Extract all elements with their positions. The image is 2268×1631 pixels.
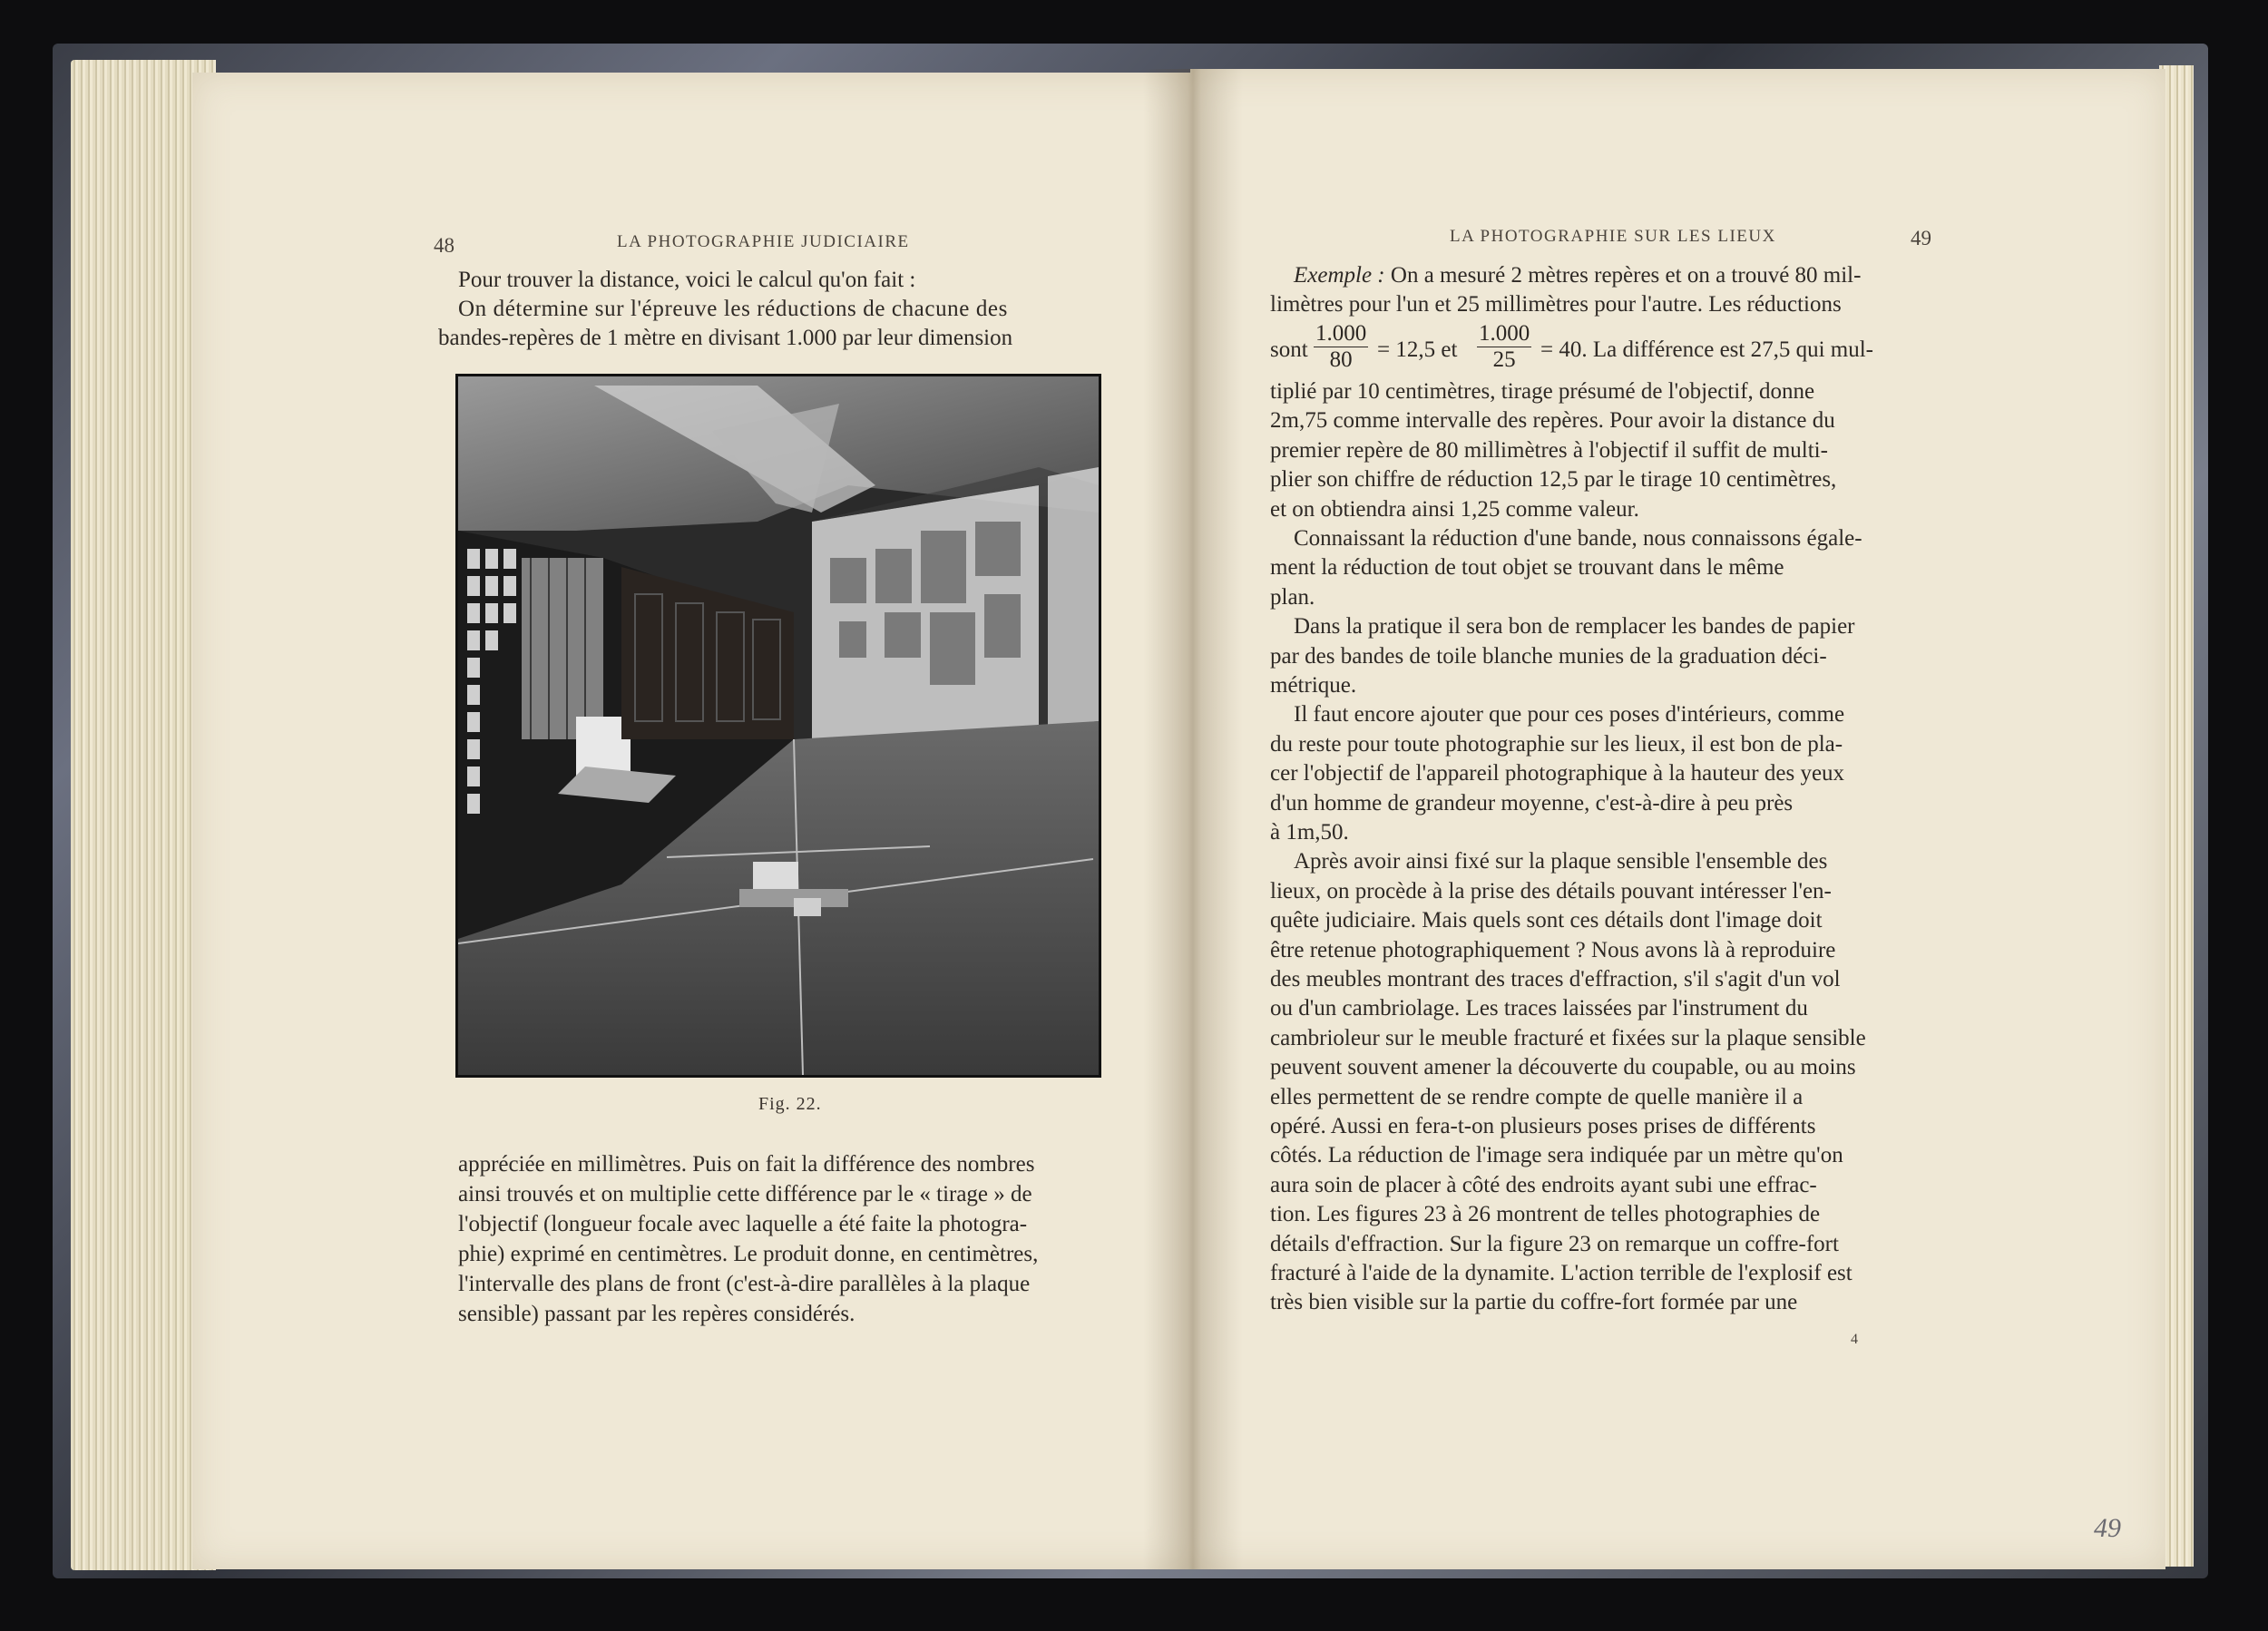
pencil-page-note: 49	[2094, 1513, 2121, 1543]
fraction-1000-80	[1314, 321, 1368, 373]
text-line: par des bandes de toile blanche munies de la graduation déci-	[1270, 643, 1827, 669]
text-line: Après avoir ainsi fixé sur la plaque sensible l'ensemble des	[1294, 849, 1828, 874]
fraction-denominator: 25	[1492, 347, 1516, 372]
text-line: être retenue photographiquement ? Nous avons là à reproduire	[1270, 937, 1836, 962]
text-line: métrique.	[1270, 673, 1357, 698]
text-line-example	[1294, 263, 1861, 288]
fraction-1000-25	[1477, 321, 1531, 373]
left-running-head: LA PHOTOGRAPHIE JUDICIAIRE	[617, 232, 910, 251]
text-line: lieux, on procède à la prise des détails pouvant intéresser l'en-	[1270, 878, 1832, 903]
text-line: phie) exprimé en centimètres. Le produit donne, en centimètres,	[458, 1242, 1039, 1266]
text-line: tion. Les figures 23 à 26 montrent de telles photographies de	[1270, 1202, 1821, 1227]
text-line: 2m,75 comme intervalle des repères. Pour avoir la distance du	[1270, 408, 1835, 434]
text-line: elles permettent de se rendre compte de quelle manière il a	[1270, 1084, 1804, 1109]
text-line: à 1m,50.	[1270, 820, 1349, 845]
left-page-number: 48	[434, 234, 455, 257]
text-line: côtés. La réduction de l'image sera indiquée par un mètre qu'on	[1270, 1143, 1843, 1168]
museum-gallery-photo	[458, 376, 1099, 1075]
right-page-number: 49	[1911, 227, 1931, 249]
text-line: plan.	[1270, 584, 1315, 610]
formula-equals-2: = 40. La différence est 27,5 qui mul-	[1540, 337, 1874, 362]
text-line: ment la réduction de tout objet se trouvant dans le même	[1270, 555, 1784, 581]
text-line: des meubles montrant des traces d'effraction, s'il s'agit d'un vol	[1270, 967, 1841, 991]
text-line: cambrioleur sur le meuble fracturé et fixées sur la plaque sensible	[1270, 1025, 1866, 1050]
text-line: fracturé à l'aide de la dynamite. L'action terrible de l'explosif est	[1270, 1261, 1853, 1285]
text-line: Connaissant la réduction d'une bande, nous connaissons égale-	[1294, 526, 1862, 551]
text-line: tiplié par 10 centimètres, tirage présumé de l'objectif, donne	[1270, 379, 1815, 404]
text-line: ainsi trouvés et on multiplie cette différence par le « tirage » de	[458, 1182, 1032, 1206]
signature-mark: 4	[1851, 1332, 1858, 1347]
text-line: plier son chiffre de réduction 12,5 par le tirage 10 centimètres,	[1270, 467, 1837, 493]
book-gutter	[1143, 69, 1243, 1569]
text-line: l'objectif (longueur focale avec laquelle a été faite la photogra-	[458, 1212, 1028, 1236]
text-line: opéré. Aussi en fera-t-on plusieurs poses prises de différents	[1270, 1114, 1816, 1138]
fraction-numerator: 1.000	[1315, 321, 1367, 346]
text-line: Pour trouver la distance, voici le calcul qu'on fait :	[458, 268, 916, 292]
text-line: et on obtiendra ainsi 1,25 comme valeur.	[1270, 496, 1639, 522]
text-line: limètres pour l'un et 25 millimètres pour l'autre. Les réductions	[1270, 292, 1842, 317]
text-line: détails d'effraction. Sur la figure 23 on remarque un coffre-fort	[1270, 1231, 1839, 1256]
text-line: ou d'un cambriolage. Les traces laissées par l'instrument du	[1270, 996, 1808, 1021]
text-line: On détermine sur l'épreuve les réductions de chacune des	[458, 297, 1008, 321]
text-line: premier repère de 80 millimètres à l'objectif il suffit de multi-	[1270, 437, 1828, 463]
figure-caption: Fig. 22.	[758, 1094, 822, 1114]
example-text: On a mesuré 2 mètres repères et on a trouvé 80 mil-	[1390, 263, 1862, 288]
figure-22-photo	[455, 374, 1101, 1078]
text-line: très bien visible sur la partie du coffre-fort formée par une	[1270, 1290, 1798, 1315]
text-line: bandes-repères de 1 mètre en divisant 1.000 par leur dimension	[438, 326, 1013, 350]
text-line: du reste pour toute photographie sur les lieux, il est bon de pla-	[1270, 731, 1843, 757]
right-running-head: LA PHOTOGRAPHIE SUR LES LIEUX	[1450, 227, 1776, 246]
formula-equals-1: = 12,5 et	[1377, 337, 1458, 362]
fraction-denominator: 80	[1329, 347, 1353, 372]
text-line: sensible) passant par les repères considérés.	[458, 1302, 855, 1326]
formula-prefix: sont	[1270, 337, 1308, 362]
text-line: peuvent souvent amener la découverte du coupable, ou au moins	[1270, 1055, 1856, 1080]
text-line: aura soin de placer à côté des endroits ayant subi une effrac-	[1270, 1172, 1817, 1197]
fraction-numerator: 1.000	[1479, 321, 1530, 346]
text-line: Il faut encore ajouter que pour ces poses d'intérieurs, comme	[1294, 702, 1845, 728]
text-line: l'intervalle des plans de front (c'est-à-dire parallèles à la plaque	[458, 1272, 1031, 1296]
text-line: quête judiciaire. Mais quels sont ces détails dont l'image doit	[1270, 908, 1823, 933]
example-label: Exemple :	[1294, 263, 1385, 288]
text-line: cer l'objectif de l'appareil photographique à la hauteur des yeux	[1270, 761, 1845, 786]
text-line: d'un homme de grandeur moyenne, c'est-à-dire à peu près	[1270, 790, 1794, 816]
text-line: appréciée en millimètres. Puis on fait la différence des nombres	[458, 1152, 1035, 1177]
text-line: Dans la pratique il sera bon de remplacer les bandes de papier	[1294, 614, 1855, 640]
